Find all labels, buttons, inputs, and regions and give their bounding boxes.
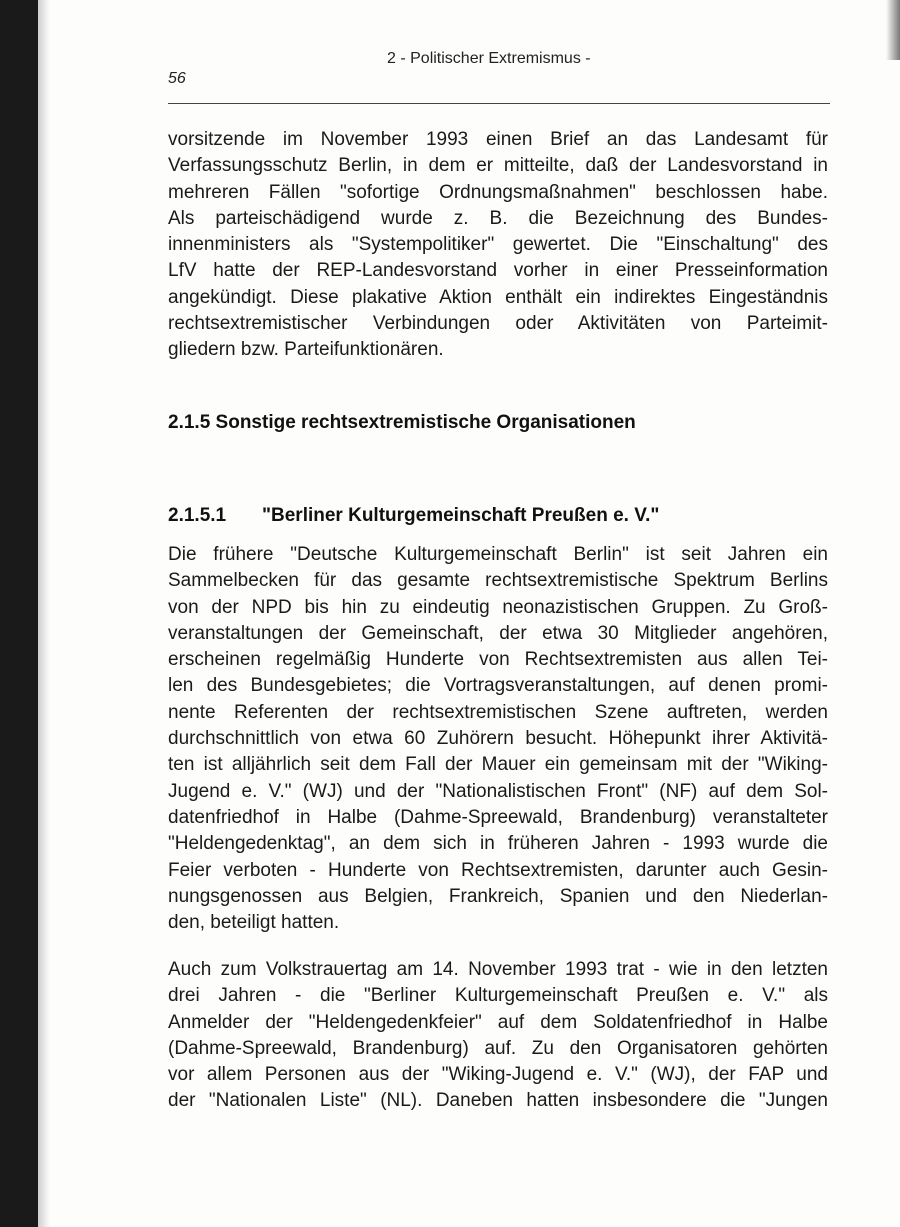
text-line: nente Referenten der rechtsextremistischen Szene auftreten, werden	[168, 701, 828, 723]
text-line: mehreren Fällen "sofortige Ordnungsmaßnahmen" beschlossen habe.	[168, 181, 828, 203]
subsection-number: 2.1.5.1	[168, 505, 227, 526]
text-line: len des Bundesgebietes; die Vortragsveranstaltungen, auf denen promi-	[168, 675, 828, 697]
text-line: veranstaltungen der Gemeinschaft, der etwa 30 Mitglieder angehören,	[168, 622, 828, 644]
text-line: rechtsextremistischer Verbindungen oder Aktivitäten von Parteimit-	[168, 313, 828, 335]
subsection-title: "Berliner Kulturgemeinschaft Preußen e. V."	[262, 505, 660, 526]
text-line: erscheinen regelmäßig Hunderte von Rechtsextremisten aus allen Tei-	[168, 649, 828, 671]
running-head: 2 - Politischer Extremismus -	[387, 50, 591, 67]
text-line: angekündigt. Diese plakative Aktion enthält ein indirektes Eingeständnis	[168, 286, 828, 308]
text-line: datenfriedhof in Halbe (Dahme-Spreewald, Brandenburg) veranstalteter	[168, 806, 828, 828]
text-line: ten ist alljährlich seit dem Fall der Mauer ein gemeinsam mit der "Wiking-	[168, 754, 828, 776]
text-line: Verfassungsschutz Berlin, in dem er mitteilte, daß der Landesvorstand in	[168, 155, 828, 177]
page-edge-shadow	[38, 0, 50, 1227]
text-line: vorsitzende im November 1993 einen Brief an das Landesamt für	[168, 129, 828, 150]
page-number: 56	[168, 70, 186, 87]
text-line: durchschnittlich von etwa 60 Zuhörern besucht. Höhepunkt ihrer Aktivitä-	[168, 728, 828, 750]
text-line: von der NPD bis hin zu eindeutig neonazistischen Gruppen. Zu Groß-	[168, 596, 828, 618]
text-line: Auch zum Volkstrauertag am 14. November 1993 trat - wie in den letzten	[168, 959, 828, 980]
section-heading: 2.1.5 Sonstige rechtsextremistische Organisationen	[168, 412, 636, 433]
text-line: Als parteischädigend wurde z. B. die Bezeichnung des Bundes-	[168, 207, 828, 229]
text-line: gliedern bzw. Parteifunktionären.	[168, 339, 444, 361]
page-corner-shadow	[886, 0, 900, 60]
text-line: innenministers als "Systempolitiker" gewertet. Die "Einschaltung" des	[168, 234, 828, 256]
text-line: der "Nationalen Liste" (NL). Daneben hatten insbesondere die "Jungen	[168, 1090, 828, 1112]
text-line: vor allem Personen aus der "Wiking-Jugend e. V." (WJ), der FAP und	[168, 1064, 828, 1086]
text-line: den, beteiligt hatten.	[168, 912, 340, 934]
subsection-heading	[168, 505, 659, 527]
text-line: Feier verboten - Hunderte von Rechtsextremisten, darunter auch Gesin-	[168, 859, 828, 881]
text-line: Sammelbecken für das gesamte rechtsextremistische Spektrum Berlins	[168, 570, 828, 592]
text-line: drei Jahren - die "Berliner Kulturgemeinschaft Preußen e. V." als	[168, 985, 828, 1007]
paragraph-2	[168, 542, 828, 936]
text-line: nungsgenossen aus Belgien, Frankreich, Spanien und den Niederlan-	[168, 885, 828, 907]
paragraph-3	[168, 957, 828, 1115]
text-line: "Heldengedenktag", an dem sich in früheren Jahren - 1993 wurde die	[168, 833, 828, 855]
paragraph-1	[168, 127, 828, 364]
text-line: (Dahme-Spreewald, Brandenburg) auf. Zu den Organisatoren gehörten	[168, 1037, 828, 1059]
text-line: Anmelder der "Heldengedenkfeier" auf dem Soldatenfriedhof in Halbe	[168, 1011, 828, 1033]
header-rule	[168, 103, 830, 104]
text-line: Jugend e. V." (WJ) und der "Nationalistischen Front" (NF) auf dem Sol-	[168, 780, 828, 802]
text-line: LfV hatte der REP-Landesvorstand vorher in einer Presseinformation	[168, 260, 828, 282]
text-line: Die frühere "Deutsche Kulturgemeinschaft Berlin" ist seit Jahren ein	[168, 544, 828, 565]
